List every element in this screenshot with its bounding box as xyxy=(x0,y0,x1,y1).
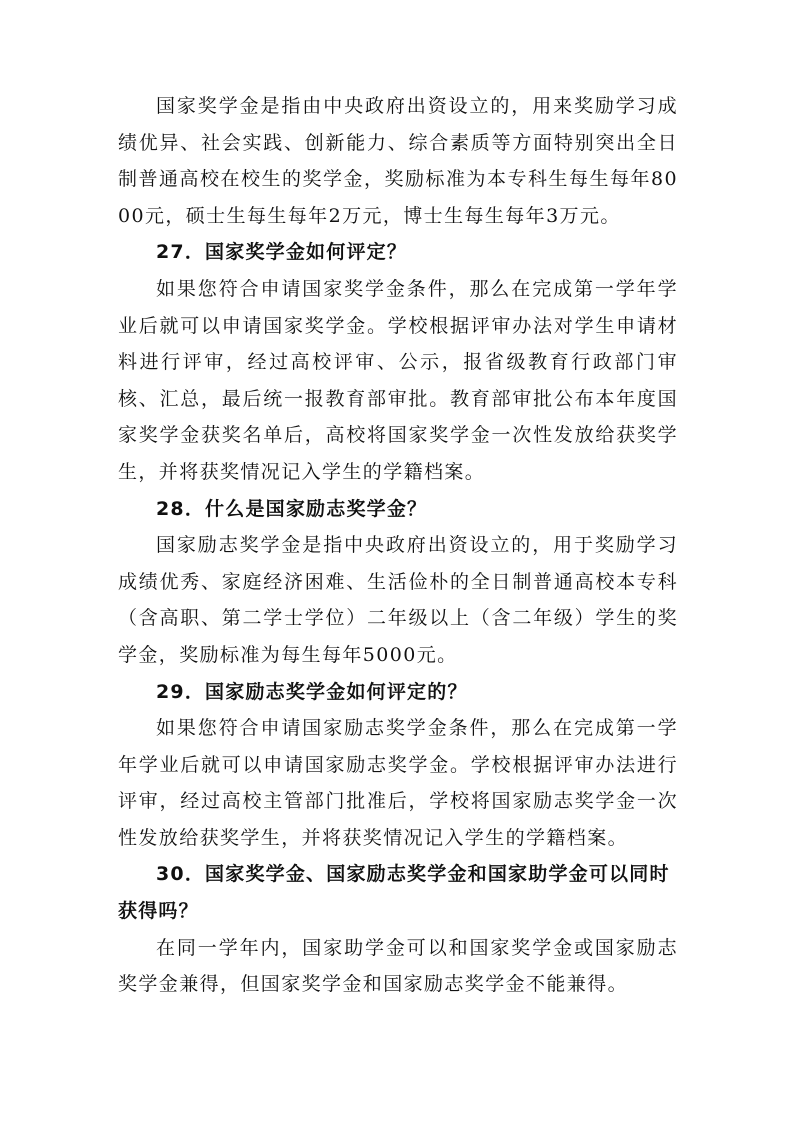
paragraph-answer-28: 国家励志奖学金是指中央政府出资设立的，用于奖励学习成绩优秀、家庭经济困难、生活俭朴的全日制普通高校本专科（含高职、第二学士学位）二年级以上（含二年级）学生的奖学金，奖励标准为每生每年5000元。 xyxy=(118,534,678,666)
heading-question-27: 27．国家奖学金如何评定？ xyxy=(156,241,408,264)
heading-question-29: 29．国家励志奖学金如何评定的？ xyxy=(156,680,468,703)
heading-question-30: 30．国家奖学金、国家励志奖学金和国家助学金可以同时获得吗？ xyxy=(118,863,670,923)
paragraph-answer-27: 如果您符合申请国家奖学金条件，那么在完成第一学年学业后就可以申请国家奖学金。学校根据评审办法对学生申请材料进行评审，经过高校评审、公示，报省级教育行政部门审核、汇总，最后统一报教育部审批。教育部审批公布本年度国家奖学金获奖名单后，高校将国家奖学金一次性发放给获奖学生，并将获奖情况记入学生的学籍档案。 xyxy=(118,277,678,483)
paragraph-national-scholarship-intro: 国家奖学金是指由中央政府出资设立的，用来奖励学习成绩优异、社会实践、创新能力、综合素质等方面特别突出全日制普通高校在校生的奖学金，奖励标准为本专科生每生每年8000元，硕士生每生每年2万元，博士生每生每年3万元。 xyxy=(118,95,678,227)
document-page xyxy=(118,88,678,1003)
heading-question-28: 28．什么是国家励志奖学金？ xyxy=(156,497,428,520)
paragraph-answer-30: 在同一学年内，国家助学金可以和国家奖学金或国家励志奖学金兼得，但国家奖学金和国家励志奖学金不能兼得。 xyxy=(118,936,678,996)
paragraph-answer-29: 如果您符合申请国家励志奖学金条件，那么在完成第一学年学业后就可以申请国家励志奖学金。学校根据评审办法进行评审，经过高校主管部门批准后，学校将国家励志奖学金一次性发放给获奖学生，并将获奖情况记入学生的学籍档案。 xyxy=(118,717,678,849)
